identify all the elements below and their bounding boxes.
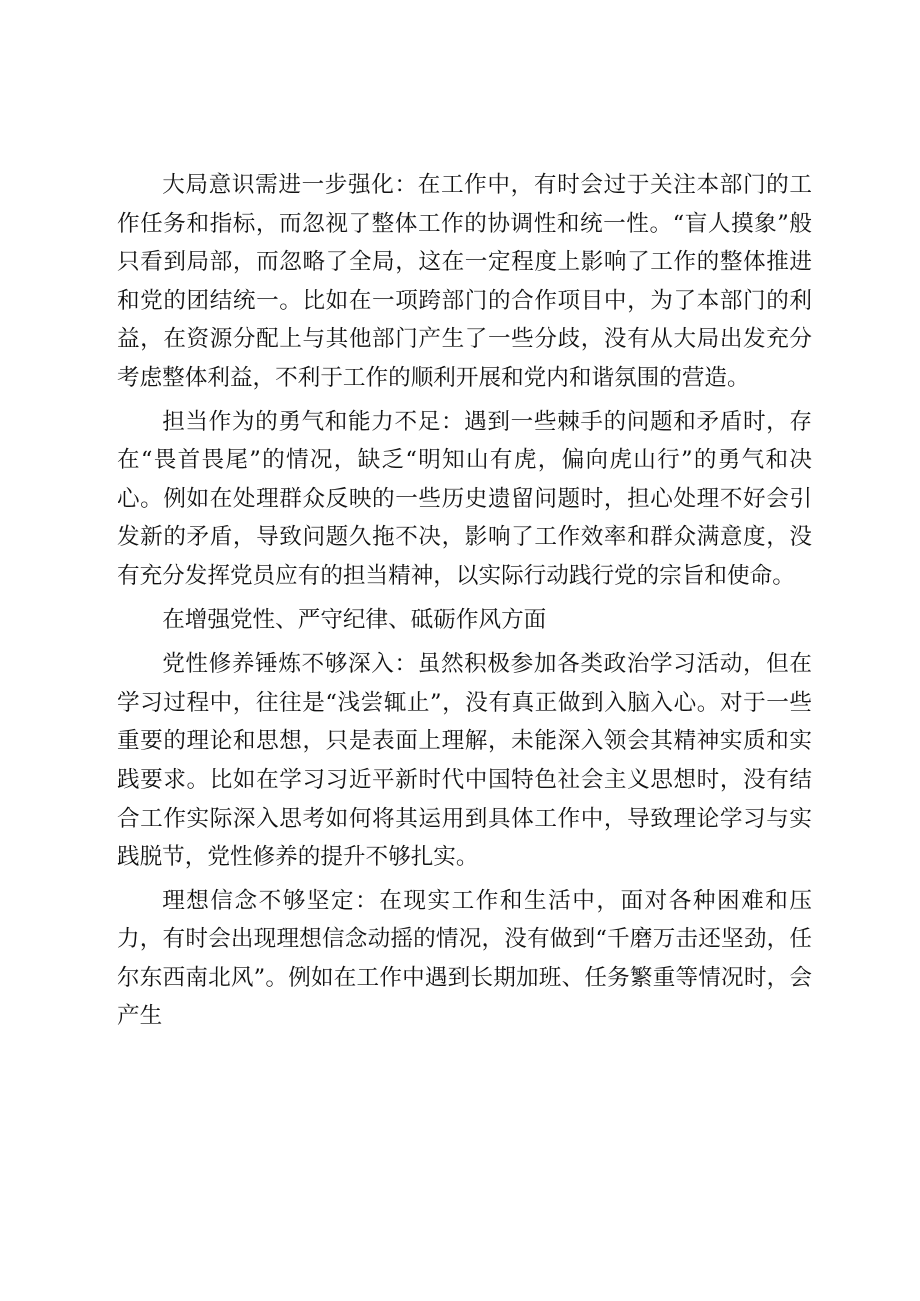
paragraph-courage-responsibility: 担当作为的勇气和能力不足：遇到一些棘手的问题和矛盾时，存在“畏首畏尾”的情况，缺乏“明知山有虎，偏向虎山行”的勇气和决心。例如在处理群众反映的一些历史遗留问题时，担心处理不好会引发新的矛盾，导致问题久拖不决，影响了工作效率和群众满意度，没有充分发挥党员应有的担当精神，以实际行动践行党的宗旨和使命。 [117,408,812,589]
paragraph-overall-awareness: 大局意识需进一步强化：在工作中，有时会过于关注本部门的工作任务和指标，而忽视了整体工作的协调性和统一性。“盲人摸象”般只看到局部，而忽略了全局，这在一定程度上影响了工作的整体推进和党的团结统一。比如在一项跨部门的合作项目中，为了本部门的利益，在资源分配上与其他部门产生了一些分歧，没有从大局出发充分考虑整体利益，不利于工作的顺利开展和党内和谐氛围的营造。 [117,172,812,391]
paragraph-party-cultivation: 党性修养锤炼不够深入：虽然积极参加各类政治学习活动，但在学习过程中，往往是“浅尝辄止”，没有真正做到入脑入心。对于一些重要的理论和思想，只是表面上理解，未能深入领会其精神实质和实践要求。比如在学习习近平新时代中国特色社会主义思想时，没有结合工作实际深入思考如何将其运用到具体工作中，导致理论学习与实践脱节，党性修养的提升不够扎实。 [117,651,812,871]
paragraph-ideals-beliefs: 理想信念不够坚定：在现实工作和生活中，面对各种困难和压力，有时会出现理想信念动摇的情况，没有做到“千磨万击还坚劲，任尔东西南北风”。例如在工作中遇到长期加班、任务繁重等情况时，会产生 [117,887,812,1030]
section-heading: 在增强党性、严守纪律、砥砺作风方面 [162,606,547,633]
document-body [117,166,812,1041]
